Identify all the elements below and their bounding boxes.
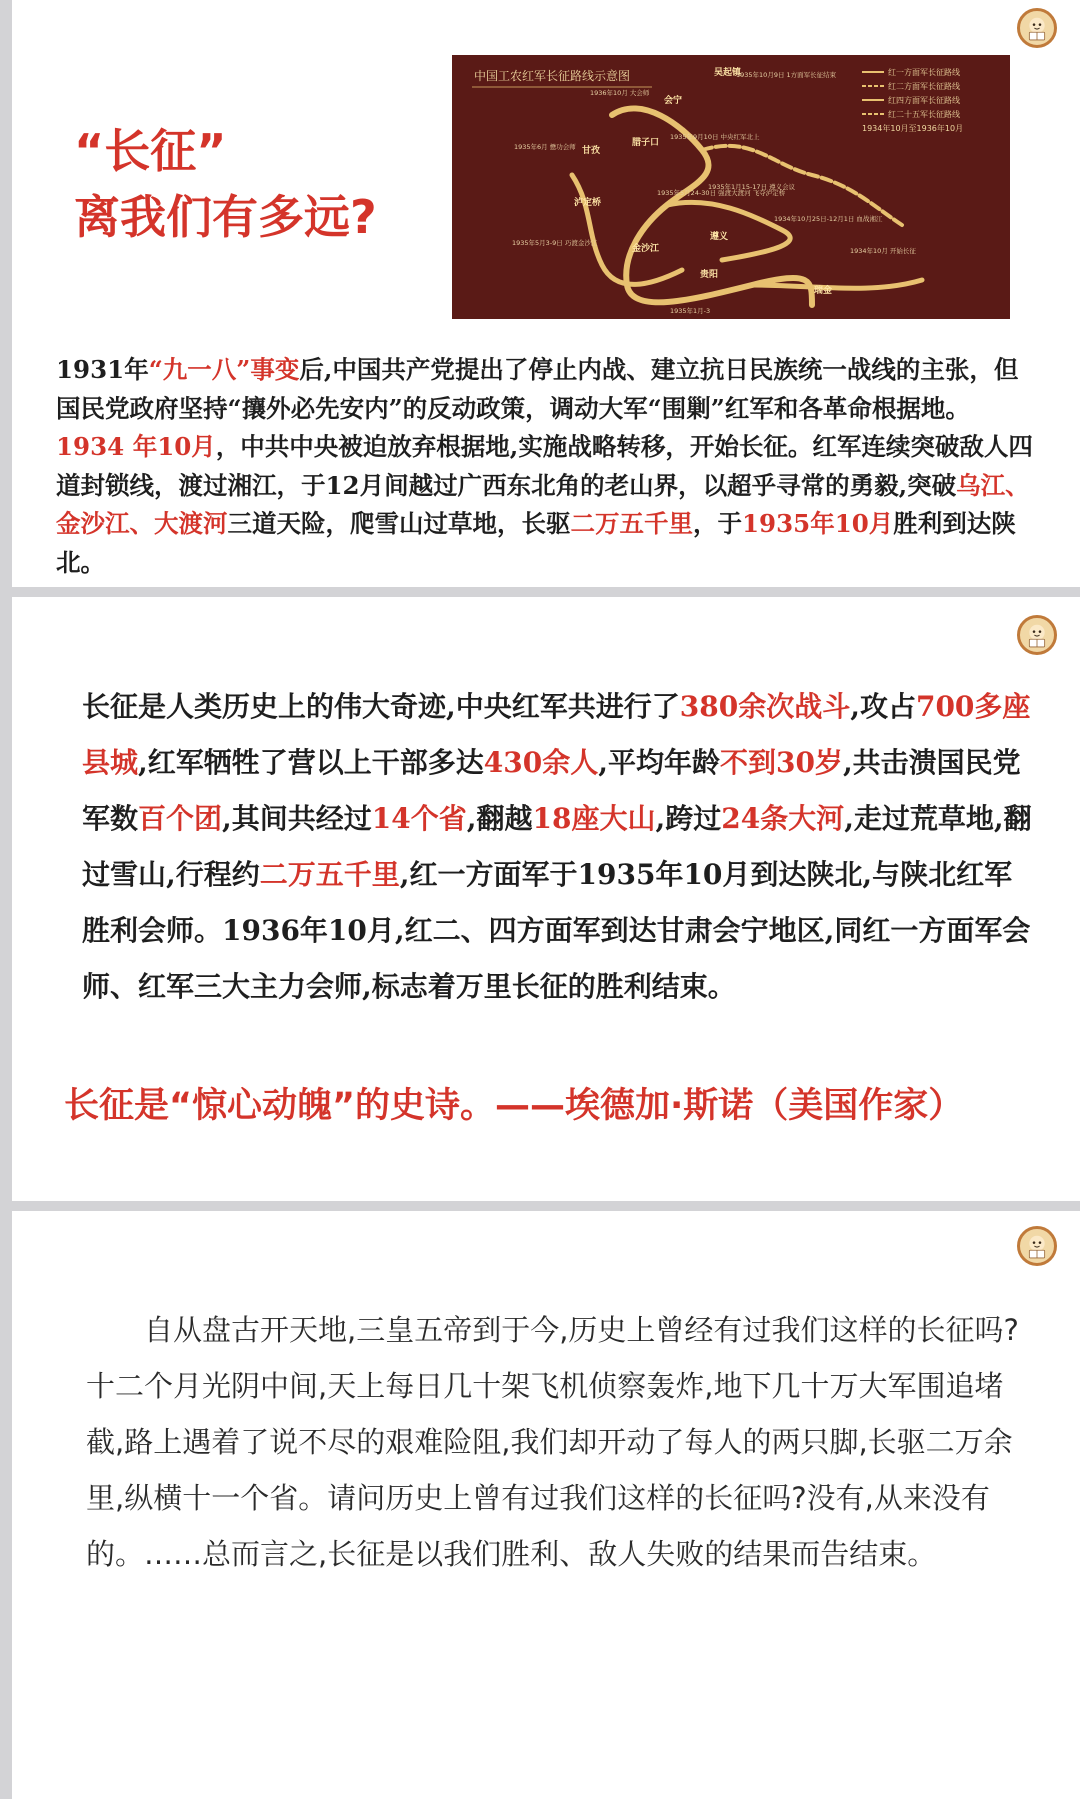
map-annotation: 1934年10月 开始长征 [850, 247, 916, 255]
long-march-route-map [452, 55, 1010, 319]
legend-entry: 红二方面军长征路线 [888, 82, 960, 91]
intro-text-6: 胜利到达陕北。 [56, 509, 1016, 577]
facts-text-8: ,跨过 [655, 802, 722, 835]
highlight-counties: 700多座县城 [82, 690, 1031, 779]
intro-card [12, 0, 1080, 587]
map-annotation: 1935年1月-3 [670, 307, 711, 315]
highlight-battles: 380余次战斗 [679, 690, 851, 723]
highlight-provinces: 14个省 [371, 802, 467, 835]
legend-entry: 红二十五军长征路线 [888, 110, 960, 119]
highlight-oct-1934: 1934 年10月 [56, 432, 216, 461]
closing-paragraph: 自从盘古开天地,三皇五帝到于今,历史上曾经有过我们这样的长征吗?十二个月光阴中间,天上每日几十架飞机侦察轰炸,地下几十万大军围追堵截,路上遇着了说不尽的艰难险阻,我们却开动了每人的两只脚,长驱二万余里,纵横十一个省。请问历史上曾有过我们这样的长征吗?没有,从来没有的。……总而言之,长征是以我们胜利、敌人失败的结果而告结束。 [86, 1313, 1019, 1571]
map-legend [862, 67, 963, 133]
title-line-2: 离我们有多远? [74, 190, 377, 244]
intro-paragraph [56, 351, 1036, 582]
map-place-label: 遵义 [710, 232, 729, 242]
legend-entry: 红一方面军长征路线 [888, 68, 960, 77]
intro-text-5: ，于 [693, 509, 742, 538]
map-annotation: 1936年10月 大会师 [590, 89, 650, 97]
legend-entry: 1934年10月至1936年10月 [862, 124, 964, 133]
title-line-1: “长征” [74, 124, 227, 178]
highlight-oct-1935: 1935年10月 [742, 509, 894, 538]
reader-avatar-icon [1017, 8, 1057, 48]
map-annotation: 1935年1月15-17日 遵义会议 [708, 183, 796, 191]
highlight-mountains: 18座大山 [532, 802, 656, 835]
intro-text-2: 后,中国共产党提出了停止内战、建立抗日民族统一战线的主张，但国民党政府坚持“攘外必先安内”的反动政策，调动大军“围剿”红军和各革命根据地。 [56, 355, 1019, 423]
map-place-label: 瑞金 [814, 286, 833, 296]
facts-text-5: ,共击溃国民党军数 [82, 746, 1021, 835]
facts-text-6: ,其间共经过 [222, 802, 372, 835]
intro-text-4: 三道天险，爬雪山过草地，长驱 [227, 509, 571, 538]
highlight-age: 不到30岁 [719, 746, 843, 779]
highlight-rivers: 24条大河 [721, 802, 845, 835]
facts-text-3: ,红军牺牲了营以上干部多达 [138, 746, 484, 779]
map-title: 中国工农红军长征路线示意图 [474, 69, 631, 83]
highlight-three-rivers: 乌江、金沙江、大渡河 [56, 470, 1030, 538]
reader-avatar-icon [1017, 1226, 1057, 1266]
highlight-incident-918: “九一八”事变 [148, 355, 300, 384]
map-annotation: 1935年9月10日 中央红军北上 [670, 133, 760, 141]
facts-text-7: ,翻越 [466, 802, 533, 835]
intro-text-1: 1931年 [56, 355, 149, 384]
reader-avatar-icon [1017, 615, 1057, 655]
map-place-label: 会宁 [664, 96, 683, 106]
facts-text-4: ,平均年龄 [598, 746, 720, 779]
highlight-regiments: 百个团 [138, 802, 223, 835]
map-place-label: 腊子口 [632, 138, 660, 148]
map-annotation: 1934年10月25日-12月1日 血战湘江 [774, 215, 883, 223]
facts-paragraph [82, 679, 1032, 1015]
snow-quote: 长征是“惊心动魄”的史诗。——埃德加·斯诺（美国作家） [64, 1086, 964, 1126]
map-place-label: 泸定桥 [574, 198, 602, 208]
map-place-label: 甘孜 [582, 146, 601, 156]
facts-text-1: 长征是人类历史上的伟大奇迹,中央红军共进行了 [82, 690, 680, 723]
intro-text-3: ，中共中央被迫放弃根据地,实施战略转移，开始长征。红军连续突破敌人四道封锁线，渡过湘江，于12月间越过广西东北角的老山界，以超乎寻常的勇毅,突破 [56, 432, 1033, 500]
page-title [74, 118, 377, 250]
highlight-distance: 二万五千里 [259, 858, 400, 891]
map-place-label: 贵阳 [700, 270, 719, 280]
map-annotation: 1935年10月9日 1方面军长征结束 [736, 71, 837, 79]
map-annotation: 1935年5月3-9日 巧渡金沙江 [512, 239, 598, 247]
closing-card [12, 1211, 1080, 1799]
facts-text-2: ,攻占 [850, 690, 916, 723]
legend-entry: 红四方面军长征路线 [888, 96, 960, 105]
map-place-label: 吴起镇 [714, 68, 742, 78]
highlight-distance: 二万五千里 [570, 509, 693, 538]
facts-card [12, 597, 1080, 1201]
facts-text-9: ,走过荒草地,翻过雪山,行程约 [82, 802, 1032, 891]
map-annotation: 1935年5月24-30日 强渡大渡河 飞夺泸定桥 [657, 189, 786, 197]
map-place-label: 金沙江 [632, 244, 660, 254]
facts-text-10: ,红一方面军于1935年10月到达陕北,与陕北红军胜利会师。1936年10月,红二、四方面军到达甘肃会宁地区,同红一方面军会师、红军三大主力会师,标志着万里长征的胜利结束。 [82, 858, 1031, 1003]
map-annotation: 1935年6月 懋功会师 [514, 143, 576, 151]
highlight-cadres: 430余人 [483, 746, 599, 779]
